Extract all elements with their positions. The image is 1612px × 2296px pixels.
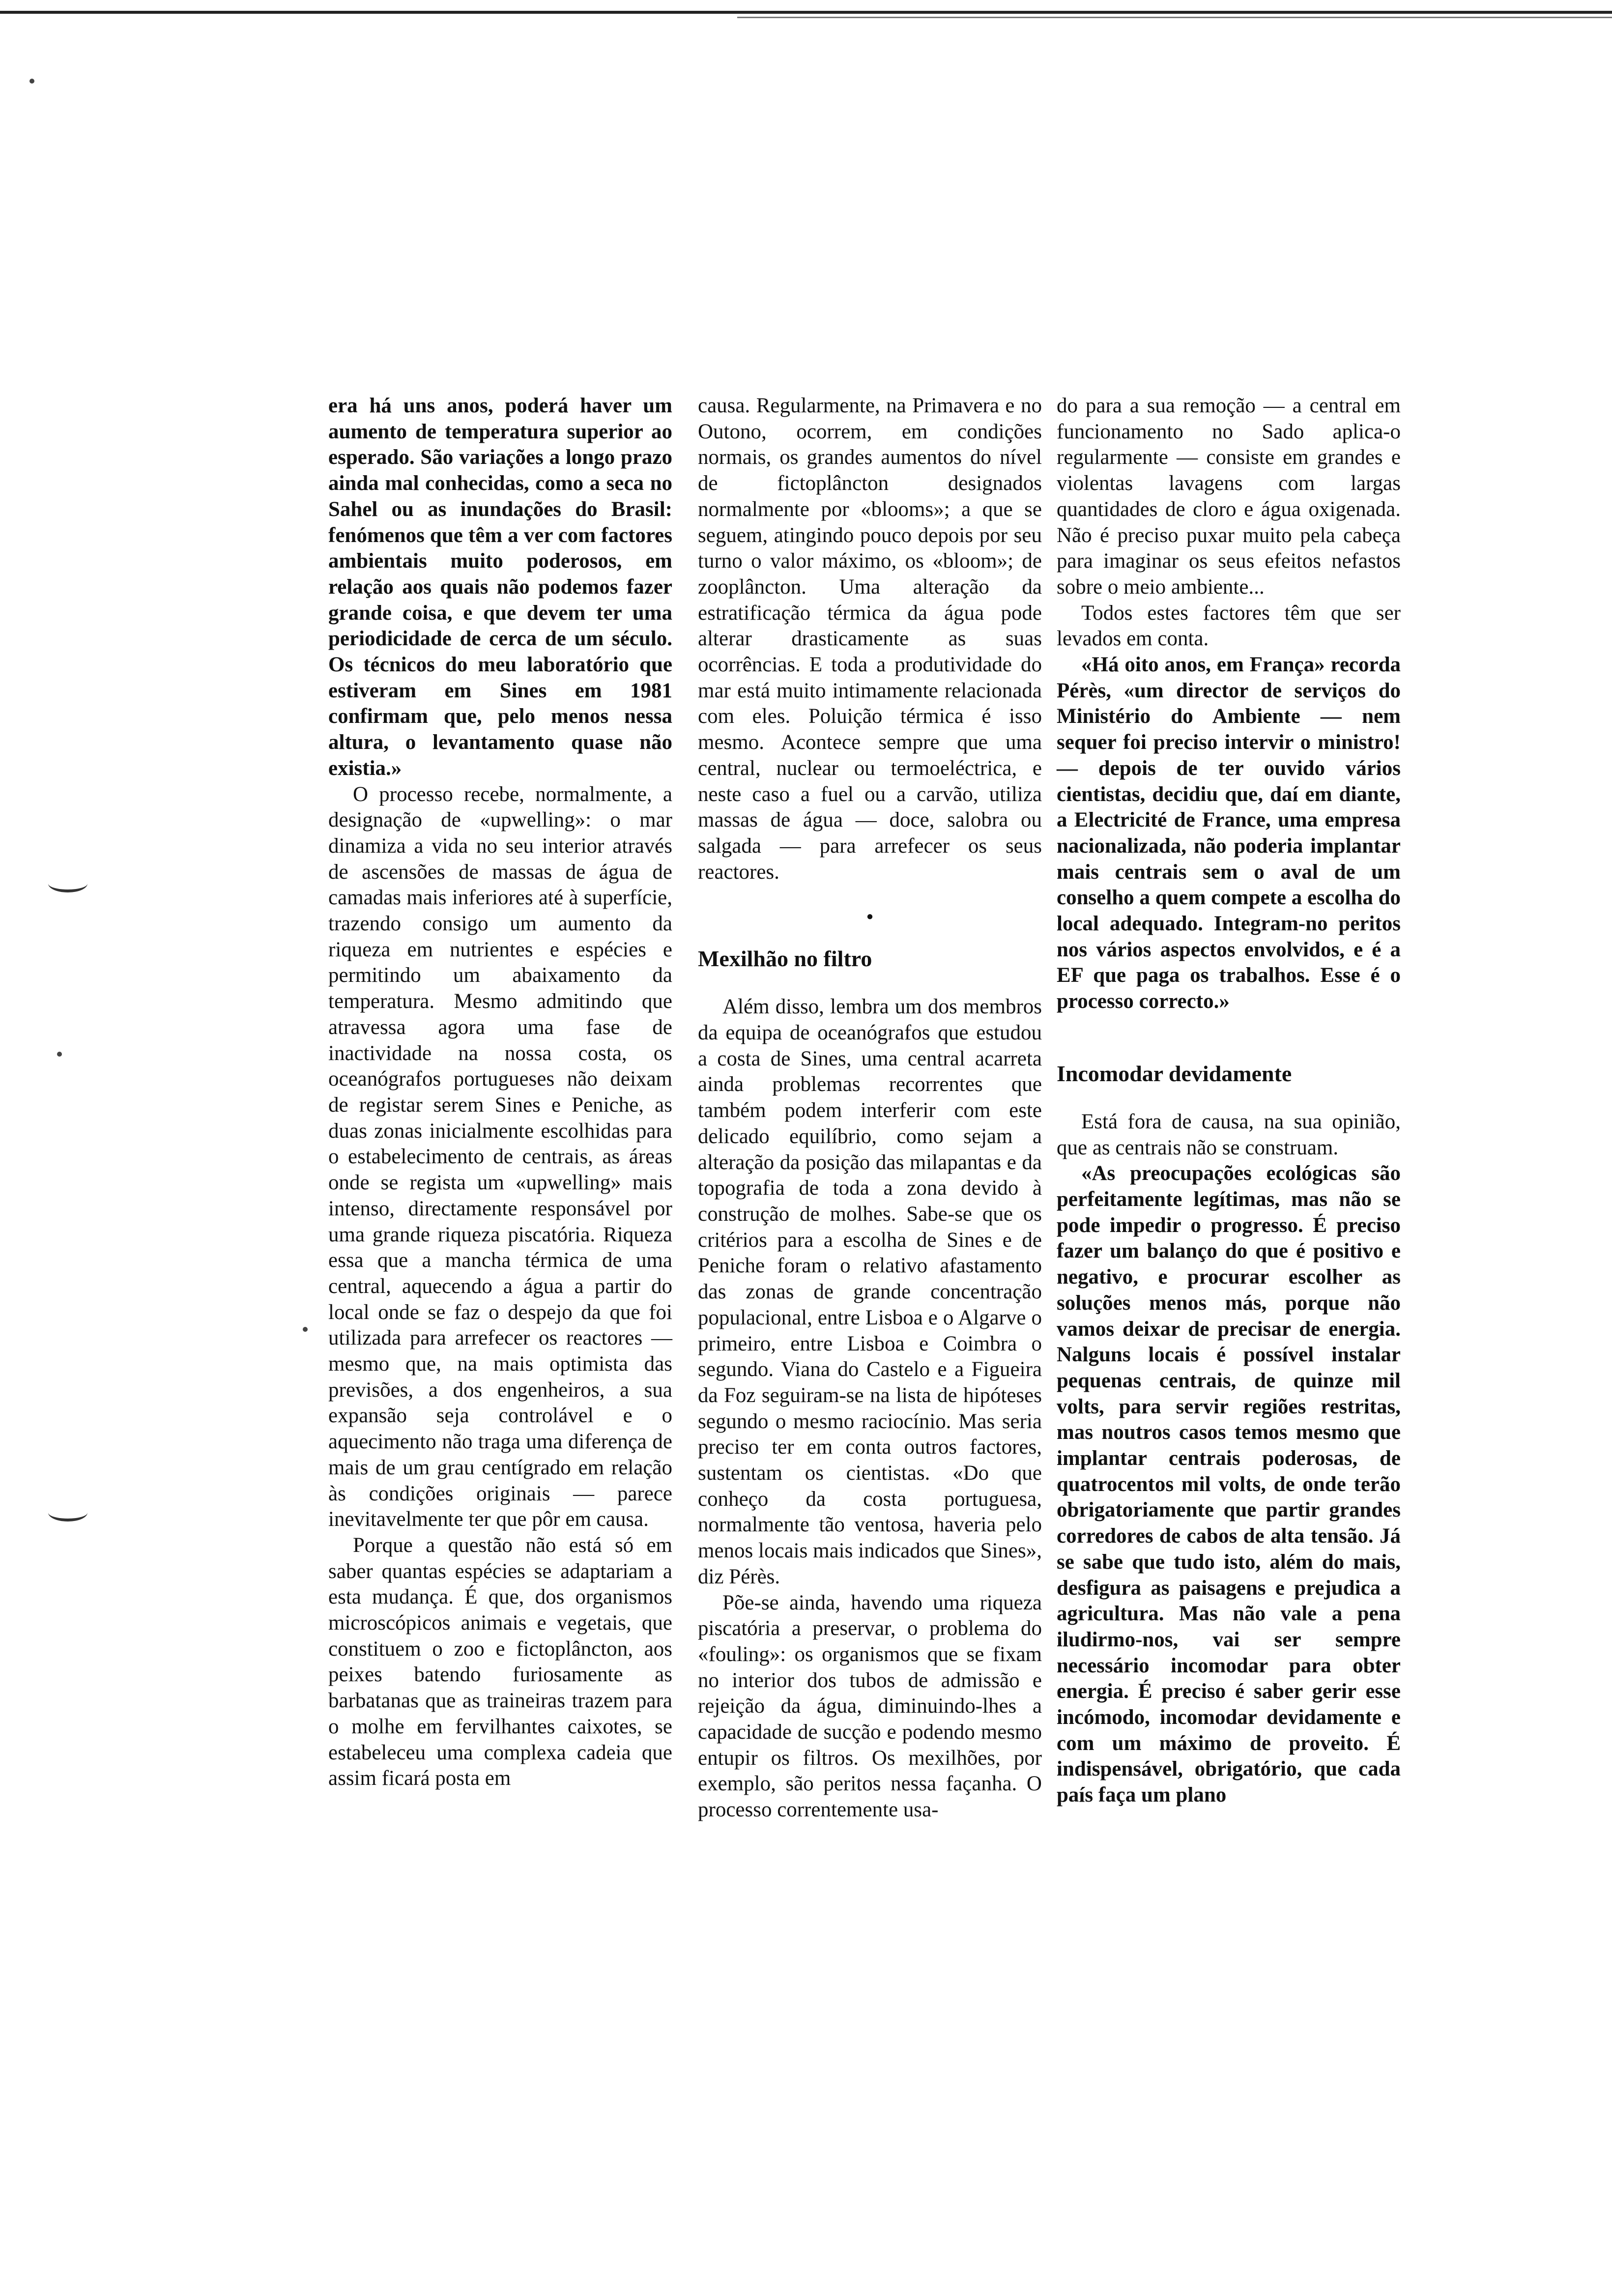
paragraph: Põe-se ainda, havendo uma riqueza piscatória a preservar, o problema do «fouling»: os organismos que se fixam no interior dos tubos de admissão e rejeição da água, diminuindo-lhes a capacidade de sucção e podendo mesmo entupir os filtros. Os mexilhões, por exemplo, são peritos nessa façanha. O processo correntemente usa- xyxy=(698,1591,1042,1822)
paragraph: era há uns anos, poderá haver um aumento de temperatura superior ao esperado. São variações a longo prazo ainda mal conhecidas, como a seca no Sahel ou as inundações do Brasil: fenómenos que têm a ver com factores ambientais muito poderosos, em relação aos quais não podemos fazer grande coisa, e que devem ter uma periodicidade de cerca de um século. Os técnicos do meu laboratório que estiveram em Sines em 1981 confirmam que, pelo menos nessa altura, o levantamento quase não existia.» xyxy=(328,394,672,780)
article-column-2 xyxy=(698,393,1042,1823)
section-bullet: • xyxy=(866,907,873,928)
subheading-mexilhao: Mexilhão no filtro xyxy=(698,946,872,972)
paragraph: Porque a questão não está só em saber quantas espécies se adaptariam a esta mudança. É que, dos organismos microscópicos animais e vegetais, que constituem o zoo e fictoplâncton, aos peixes batendo furiosamente as barbatanas que as traineiras trazem para o molhe em fervilhantes caixotes, se estabeleceu uma complexa cadeia que assim ficará posta em xyxy=(328,1533,672,1790)
paragraph: Todos estes factores têm que ser levados em conta. xyxy=(1057,601,1401,651)
paragraph: «Há oito anos, em França» recorda Pérès, «um director de serviços do Ministério do Ambiente — nem sequer foi preciso intervir o ministro! — depois de ter ouvido vários cientistas, decidiu que, daí em diante, a Electricité de France, uma empresa nacionalizada, não poderia implantar mais centrais sem o aval de um conselho a quem compete a escolha do local adequado. Integram-no peritos nos vários aspectos envolvidos, e é a EF que paga os trabalhos. Esse é o processo correcto.» xyxy=(1057,653,1401,1013)
paragraph: O processo recebe, normalmente, a designação de «upwelling»: o mar dinamiza a vida no seu interior através de ascensões de massas de água de camadas mais inferiores até à superfície, trazendo consigo um aumento da riqueza em nutrientes e espécies e permitindo um abaixamento da temperatura. Mesmo admitindo que atravessa agora uma fase de inactividade na nossa costa, os oceanógrafos portugueses não deixam de registar serem Sines e Peniche, as duas zonas inicialmente escolhidas para o estabelecimento de centrais, as áreas onde se regista um «upwelling» mais intenso, directamente responsável por uma grande riqueza piscatória. Riqueza essa que a mancha térmica de uma central, aquecendo a água a partir do local onde se faz o despejo da que foi utilizada para arrefecer os reactores — mesmo que, na mais optimista das previsões, a dos engenheiros, a sua expansão seja controlável e o aquecimento não traga uma diferença de mais de um grau centígrado em relação às condições originais — parece inevitavelmente ter que pôr em causa. xyxy=(328,782,672,1531)
subheading-incomodar: Incomodar devidamente xyxy=(1057,1061,1292,1086)
paragraph: «As preocupações ecológicas são perfeitamente legítimas, mas não se pode impedir o progresso. É preciso fazer um balanço do que é positivo e negativo, e procurar escolher as soluções menos más, porque não vamos deixar de precisar de energia. Nalguns locais é possível instalar pequenas centrais, de quinze mil volts, para servir regiões restritas, mas noutros casos temos mesmo que implantar centrais poderosas, de quatrocentos mil volts, de onde terão obrigatoriamente que partir grandes corredores de cabos de alta tensão. Já se sabe que tudo isto, além do mais, desfigura as paisagens e prejudica a agricultura. Mas não vale a pena iludirmo-nos, vai ser sempre necessário incomodar para obter energia. É preciso é saber gerir esse incómodo, incomodar devidamente e com um máximo de proveito. É indispensável, obrigatório, que cada país faça um plano xyxy=(1057,1162,1401,1807)
paragraph: causa. Regularmente, na Primavera e no Outono, ocorrem, em condições normais, os grandes aumentos do nível de fictoplâncton designados normalmente por «blooms»; a que se seguem, atingindo pouco depois por seu turno o valor máximo, os «bloom»; de zooplâncton. Uma alteração da estratificação térmica da água pode alterar drasticamente as suas ocorrências. E toda a produtividade do mar está muito intimamente relacionada com eles. Poluição térmica é isso mesmo. Acontece sempre que uma central, nuclear ou termoeléctrica, e neste caso a fuel ou a carvão, utiliza massas de água — doce, salobra ou salgada — para arrefecer os seus reactores. xyxy=(698,394,1042,884)
article-column-1 xyxy=(328,393,672,1792)
article-column-3 xyxy=(1057,393,1401,1808)
paragraph: Além disso, lembra um dos membros da equipa de oceanógrafos que estudou a costa de Sines, uma central acarreta ainda problemas recorrentes que também podem interferir com este delicado equilíbrio, como sejam a alteração da posição das milapantas e da topografia de toda a zona devido à construção de molhes. Sabe-se que os critérios para a escolha de Sines e de Peniche foram o relativo afastamento das zonas de grande concentração populacional, entre Lisboa e o Algarve o primeiro, entre Lisboa e Coimbra o segundo. Viana do Castelo e a Figueira da Foz seguiram-se na lista de hipóteses segundo o mesmo raciocínio. Mas seria preciso ter em conta outros factores, sustentam os cientistas. «Do que conheço da costa portuguesa, normalmente tão ventosa, haveria pelo menos locais mais indicados que Sines», diz Pérès. xyxy=(698,995,1042,1588)
paragraph: do para a sua remoção — a central em funcionamento no Sado aplica-o regularmente — consiste em grandes e violentas lavagens com largas quantidades de cloro e água oxigenada. Não é preciso puxar muito pela cabeça para imaginar os seus efeitos nefastos sobre o meio ambiente... xyxy=(1057,394,1401,599)
paragraph: Está fora de causa, na sua opinião, que as centrais não se construam. xyxy=(1057,1110,1401,1159)
